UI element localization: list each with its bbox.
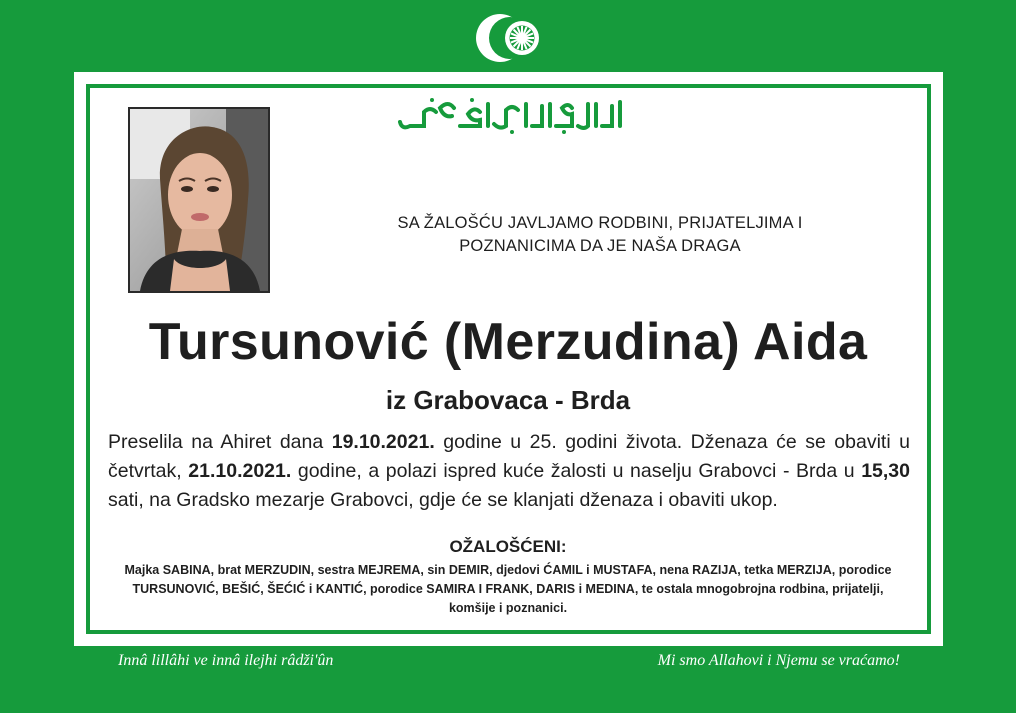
- mourners-heading: OŽALOŠĆENI:: [449, 537, 567, 556]
- footer-transliteration: Innâ lillâhi ve innâ ilejhi râdži'ûn: [118, 652, 334, 669]
- deceased-origin: iz Grabovaca - Brda: [385, 385, 631, 415]
- deceased-name: Tursunović (Merzudina) Aida: [148, 313, 868, 371]
- portrait-photo: [128, 107, 270, 293]
- mourners-list: Majka SABINA, brat MERZUDIN, sestra MEJREMA, sin DEMIR, djedovi ĆAMIL i MUSTAFA, nena RAZIJA, tetka MERZIJA, porodice TURSUNOVIĆ, BEŠIĆ, ŠEĆIĆ i KANTIĆ, porodice SAMIRA I FRANK, DARIS i MEDINA, te ostala mnogobrojna rodbina, prijatelji, komšije i poznanici.: [124, 563, 892, 615]
- intro-line-2: POZNANICIMA DA JE NAŠA DRAGA: [459, 237, 741, 255]
- death-date: 19.10.2021.: [331, 431, 435, 453]
- notice-text-3: godine, a polazi ispred kuće žalosti u naselju Grabovci - Brda u: [291, 460, 862, 482]
- funeral-notice: [108, 428, 910, 515]
- notice-text-1: Preselila na Ahiret dana: [108, 431, 332, 453]
- funeral-date: 21.10.2021.: [188, 460, 292, 482]
- arabic-calligraphy-inna-lillahi-icon: [392, 96, 628, 136]
- intro-line-1: SA ŽALOŠĆU JAVLJAMO RODBINI, PRIJATELJIMA I: [397, 214, 803, 232]
- crescent-rosette-icon: [474, 8, 546, 68]
- funeral-time: 15,30: [861, 460, 910, 482]
- intro-announcement: [330, 212, 870, 258]
- notice-text-2: godine u 25. godini života. Dženaza će se obaviti u četvrtak,: [108, 431, 910, 482]
- footer-translation: Mi smo Allahovi i Njemu se vraćamo!: [657, 652, 900, 669]
- notice-text-4: sati, na Gradsko mezarje Grabovci, gdje će se klanjati dženaza i obaviti ukop.: [108, 489, 778, 511]
